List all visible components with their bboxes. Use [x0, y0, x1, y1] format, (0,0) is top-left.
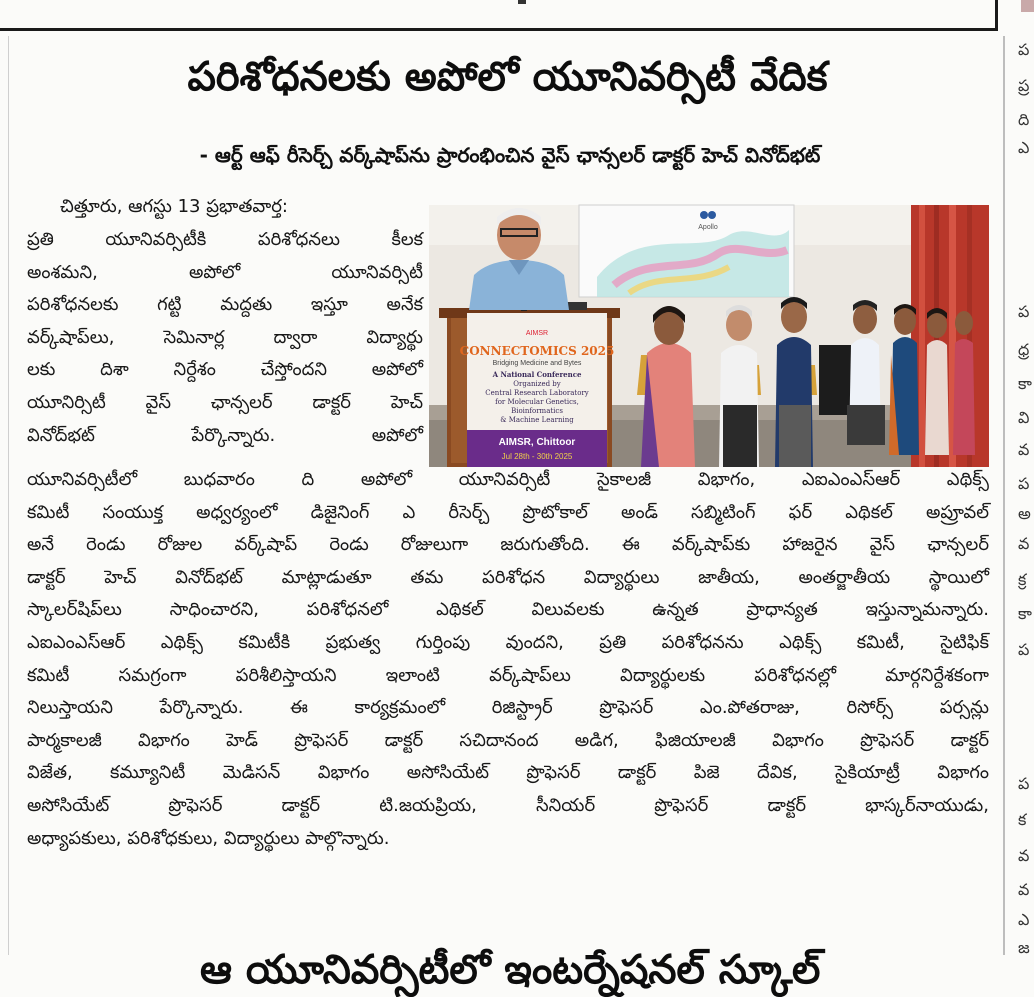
body-line: లకు దిశా నిర్దేశం చేస్తోందని అపోలో — [27, 359, 423, 381]
adjacent-column-edge: ప ప్ర ది ఎ ప ధ్ర కా వి వ ప అ వ క్ర కా ప ప క వ వ ఎ జ — [1018, 40, 1032, 957]
right-column-rule — [1003, 36, 1005, 955]
body-line: అధ్యాపకులు, పరిశోధకులు, విద్యార్థులు పాల్గొన్నారు. — [27, 827, 390, 849]
body-line: ఎఐఎంఎస్ఆర్ ఎథిక్స్ కమిటీకి ప్రభుత్వ గుర్తింపు వుందని, ప్రతి పరిశోధనను ఎథిక్స్ కమిటీ, సైటిఫిక్ — [27, 631, 989, 653]
banner-logo: AIMSR — [525, 330, 549, 337]
banner-line: Central Research Laboratory — [485, 389, 589, 397]
body-line: ప్రతి యూనివర్సిటీకి పరిశోధనలు కీలక — [27, 229, 423, 250]
banner-line: Organized by — [513, 380, 561, 388]
banner-line: & Machine Learning — [500, 416, 574, 424]
adjacent-image-edge — [1021, 0, 1034, 12]
photo-illustration — [429, 205, 989, 467]
body-line: పరిశోధనలకు గట్టి మద్దతు ఇస్తూ అనేక — [27, 294, 423, 316]
body-line: యూనివర్సిటీలో బుధవారం ది అపోలో యూనివర్సిటీ సైకాలజీ విభాగం, ఎఐఎంఎస్ఆర్ ఎథిక్స్ — [27, 469, 989, 490]
banner-title: CONNECTOMICS 2025 — [459, 344, 615, 358]
body-line: కమిటీ సమగ్రంగా పరిశీలిస్తాయని ఇలాంటి వర్క్‌షాప్‌లు విద్యార్థులకు పరిశోధనల్లో మార్గనిర్దేశకంగా — [27, 664, 989, 686]
banner-line: Bioinformatics — [511, 407, 563, 415]
banner-line: A National Conference — [492, 370, 582, 379]
top-rule — [0, 0, 995, 31]
body-line: విజేత, కమ్యూనిటీ మెడిసన్ విభాగం అసోసియేట్ ప్రొఫెసర్ డాక్టర్ పిజె దేవిక, సైకియాట్రీ విభాగం — [27, 762, 989, 784]
body-line: కమిటీ సంయుక్త అధ్వర్యంలో డిజైనింగ్ ఎ రీసెర్చ్ ప్రొటోకాల్ అండ్ సబ్మిటింగ్ ఫర్ ఎథికల్ అప్రూవల్ — [27, 501, 989, 523]
body-line: స్కాలర్‌షిప్‌లు సాధించారని, పరిశోధనలో ఎథికల్ విలువలకు ఉన్నత ప్రాధాన్యత ఇస్తున్నామన్నారు. — [27, 599, 989, 621]
article-column-wide — [27, 464, 989, 855]
news-photo — [429, 205, 989, 467]
article-column-narrow — [27, 224, 423, 452]
top-mark — [518, 0, 526, 4]
subheadline: - ఆర్ట్ ఆఫ్ రీసెర్చ్ వర్క్‌షాప్‌ను ప్రారంభించిన వైస్ ఛాన్సలర్ డాక్టర్ హెచ్ వినోద్‌భట్ — [199, 143, 821, 167]
body-line: వినోద్‌భట్ పేర్కొన్నారు. అపోలో — [27, 424, 423, 446]
body-line: పార్మకాలజీ విభాగం హెడ్ ప్రొఫెసర్ డాక్టర్ సచిదానంద అడిగ, ఫిజియాలజీ విభాగం ప్రొఫెసర్ డాక్టర్ — [27, 729, 989, 751]
banner-line: for Molecular Genetics, — [495, 398, 579, 406]
left-column-rule — [8, 36, 9, 955]
body-line: యూనిర్సిటీ వైస్ ఛాన్సలర్ డాక్టర్ హెచ్ — [27, 391, 423, 413]
next-headline-partial: ఆ యూనివర్సిటీలో ఇంటర్నేషనల్ స్కూల్ — [200, 947, 821, 993]
headline: పరిశోధనలకు అపోలో యూనివర్సిటీ వేదిక — [187, 54, 828, 100]
banner-venue: AIMSR, Chittoor — [498, 437, 576, 448]
dateline: చిత్తూరు, ఆగస్టు 13 ప్రభాతవార్త: — [60, 196, 288, 217]
body-line: అనే రెండు రోజుల వర్క్‌షాప్ రెండు రోజులుగా జరుగుతోంది. ఈ వర్క్‌షాప్‌కు హాజరైన వైస్ ఛాన్సలర్ — [27, 534, 989, 556]
banner-subtitle: Bridging Medicine and Bytes — [492, 360, 582, 367]
body-line: నిలుస్తాయని పేర్కొన్నారు. ఈ కార్యక్రమంలో రిజిస్ట్రార్ ప్రొఫెసర్ ఎం.పోతరాజు, రిసోర్స్ పర్సన్లు — [27, 697, 989, 719]
screen-logo: Apollo — [698, 224, 718, 231]
body-line: డాక్టర్ హెచ్ వినోద్‌భట్ మాట్లాడుతూ తమ పరిశోధన విద్యార్థులు జాతీయ, అంతర్జాతీయ స్థాయిలో — [27, 566, 989, 588]
body-line: వర్క్‌షాప్‌లు, సెమినార్ల ద్వారా విద్యార్థు — [27, 326, 423, 348]
body-line: అసోసియేట్ ప్రొఫెసర్ డాక్టర్ టి.జయప్రియ, సీనియర్ ప్రొఫెసర్ డాక్టర్ భాస్కర్‌నాయుడు, — [27, 794, 989, 816]
body-line: అంశమని, అపోలో యూనివర్సిటీ — [27, 261, 423, 283]
banner-dates: Jul 28th - 30th 2025 — [501, 452, 573, 461]
